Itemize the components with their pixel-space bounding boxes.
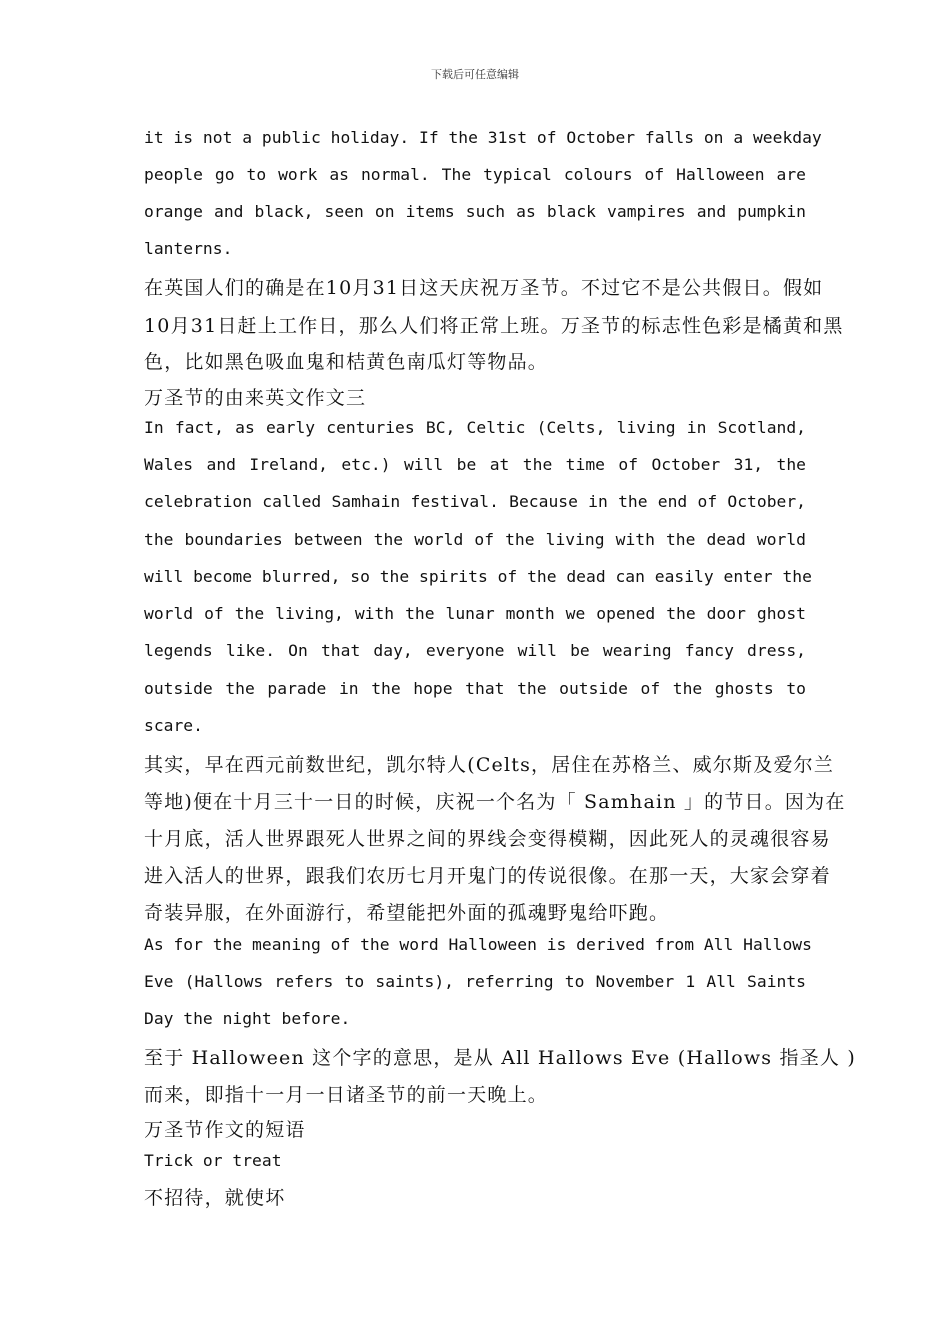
text-line: scare. — [144, 716, 203, 735]
text-line: Day the night before. — [144, 1009, 351, 1028]
text-line: In fact, as early centuries BC, Celtic (Celts, living in Scotland, — [144, 418, 806, 437]
text-line: the boundaries between the world of the living with the dead world — [144, 530, 806, 549]
text-line: it is not a public holiday. If the 31st of October falls on a weekday — [144, 128, 822, 147]
text-line: 不招待，就使坏 — [144, 1187, 286, 1209]
text-line: people go to work as normal. The typical colours of Halloween are — [144, 165, 806, 184]
text-line: 万圣节的由来英文作文三 — [144, 387, 367, 409]
text-line: 十月底，活人世界跟死人世界之间的界线会变得模糊，因此死人的灵魂很容易 — [144, 828, 831, 850]
text-line: 其实，早在西元前数世纪，凯尔特人(Celts，居住在苏格兰、威尔斯及爱尔兰 — [144, 754, 835, 776]
text-line: 色，比如黑色吸血鬼和桔黄色南瓜灯等物品。 — [144, 351, 549, 373]
page-header: 下载后可任意编辑 — [431, 68, 519, 81]
text-line: Eve (Hallows refers to saints), referring to November 1 All Saints — [144, 972, 806, 991]
text-line: 而来，即指十一月一日诸圣节的前一天晚上。 — [144, 1084, 549, 1106]
text-line: 进入活人的世界，跟我们农历七月开鬼门的传说很像。在那一天，大家会穿着 — [144, 865, 831, 887]
text-line: world of the living, with the lunar month we opened the door ghost — [144, 604, 806, 623]
text-line: 奇装异服，在外面游行，希望能把外面的孤魂野鬼给吓跑。 — [144, 902, 670, 924]
text-line: Trick or treat — [144, 1151, 282, 1170]
text-line: 至于 Halloween 这个字的意思，是从 All Hallows Eve (Hallows 指圣人 ) — [144, 1047, 856, 1069]
text-line: As for the meaning of the word Halloween is derived from All Hallows — [144, 935, 812, 954]
text-line: celebration called Samhain festival. Because in the end of October, — [144, 492, 806, 511]
text-line: will become blurred, so the spirits of the dead can easily enter the — [144, 567, 812, 586]
text-line: 等地)便在十月三十一日的时候，庆祝一个名为「 Samhain 」的节日。因为在 — [144, 791, 846, 813]
text-line: lanterns. — [144, 239, 233, 258]
text-line: legends like. On that day, everyone will be wearing fancy dress, — [144, 641, 806, 660]
text-line: 在英国人们的确是在10月31日这天庆祝万圣节。不过它不是公共假日。假如 — [144, 277, 824, 299]
text-line: outside the parade in the hope that the outside of the ghosts to — [144, 679, 806, 698]
text-line: 10月31日赶上工作日，那么人们将正常上班。万圣节的标志性色彩是橘黄和黑 — [144, 315, 844, 337]
text-line: 万圣节作文的短语 — [144, 1119, 306, 1141]
text-line: Wales and Ireland, etc.) will be at the time of October 31, the — [144, 455, 806, 474]
text-line: orange and black, seen on items such as black vampires and pumpkin — [144, 202, 806, 221]
